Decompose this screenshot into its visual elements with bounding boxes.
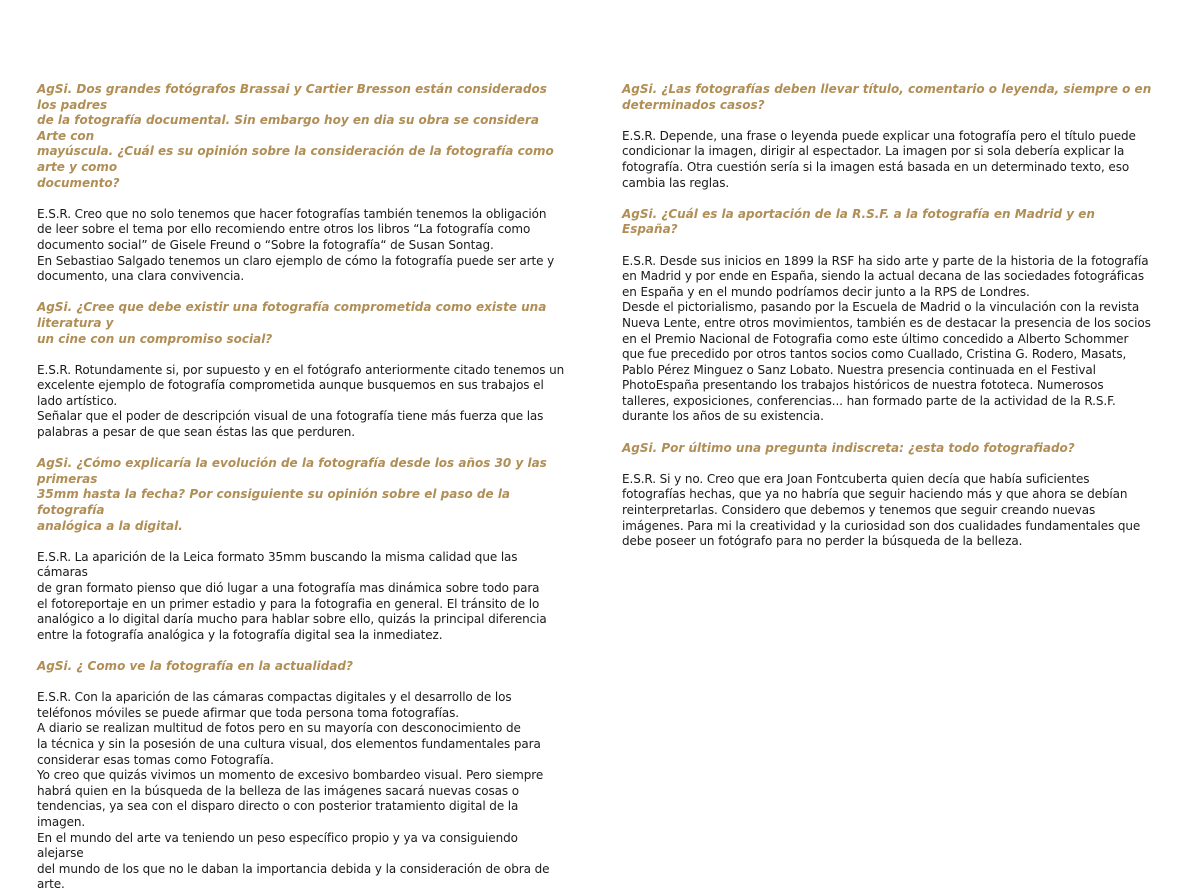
question-text: AgSi. ¿Cree que debe existir una fotografía comprometida como existe una literatura y un cine con un compromiso social? <box>37 300 547 346</box>
qa-block <box>622 82 1152 191</box>
question-text: AgSi. Por último una pregunta indiscreta: ¿esta todo fotografiado? <box>622 440 1075 455</box>
question-text: AgSi. ¿Las fotografías deben llevar título, comentario o leyenda, siempre o en determinados casos? <box>622 82 1152 112</box>
qa-block <box>622 441 1152 550</box>
qa-block <box>37 82 565 285</box>
qa-block <box>622 207 1152 425</box>
answer-text: E.S.R. Rotundamente si, por supuesto y en el fotógrafo anteriormente citado tenemos un excelente ejemplo de fotografía comprometida aunque busquemos en sus trabajos el lado artístico. Señalar que el poder de descripción visual de una fotografía tiene más fuerza que las palabras a pesar de que sean éstas las que perduren. <box>37 362 565 440</box>
right-column <box>622 82 1152 550</box>
question-text: AgSi. ¿Cómo explicaría la evolución de la fotografía desde los años 30 y las primeras 35mm hasta la fecha? Por consiguiente su opinión sobre el paso de la fotografía analógica a la digital. <box>37 456 547 533</box>
answer-text: E.S.R. Desde sus inicios en 1899 la RSF ha sido arte y parte de la historia de la fotografía en Madrid y por ende en España, siendo la actual decana de las sociedades fotográficas en España y en el mundo podríamos decir junto a la RPS de Londres. Desde el pictorialismo, pasando por la Escuela de Madrid o la vinculación con la revista Nueva Lente, entre otros movimientos, también es de destacar la presencia de los socios en el Premio Nacional de Fotografia como este último concedido a Alberto Schommer que fue precedido por otros tantos socios como Cuallado, Cristina G. Rodero, Masats, Pablo Pérez Minguez o Sanz Lobato. Nuestra presencia continuada en el Festival PhotoEspaña presentando los trabajos históricos de nuestra fototeca. Numerosos talleres, exposiciones, conferencias... han formado parte de la actividad de la R.S.F. durante los años de su existencia. <box>622 253 1151 424</box>
qa-block <box>37 659 565 893</box>
question-text: AgSi. Dos grandes fotógrafos Brassai y Cartier Bresson están considerados los padres de la fotografía documental. Sin embargo hoy en dia su obra se considera Arte con mayúscula. ¿Cuál es su opinión sobre la consideración de la fotografía como arte y como documento? <box>37 82 554 190</box>
answer-text: E.S.R. Con la aparición de las cámaras compactas digitales y el desarrollo de los teléfonos móviles se puede afirmar que toda persona toma fotografías. A diario se realizan multitud de fotos pero en su mayoría con desconocimiento de la técnica y sin la posesión de una cultura visual, dos elementos fundamentales para considerar esas tomas como Fotografía. Yo creo que quizás vivimos un momento de excesivo bombardeo visual. Pero siempre habrá quien en la búsqueda de la belleza de las imágenes sacará nuevas cosas o tendencias, ya sea con el disparo directo o con posterior tratamiento digital de la imagen. En el mundo del arte va teniendo un peso específico propio y ya va consiguiendo alejarse del mundo de los que no le daban la importancia debida y la consideración de obra de arte. <box>37 690 550 892</box>
answer-text: E.S.R. Si y no. Creo que era Joan Fontcuberta quien decía que había suficientes fotografías hechas, que ya no habría que seguir haciendo más y que ahora se debían reinterpretarlas. Considero que debemos y tenemos que seguir creando nuevas imágenes. Para mi la creatividad y la curiosidad son dos cualidades fundamentales que debe poseer un fotógrafo para no perder la búsqueda de la belleza. <box>622 471 1141 549</box>
question-text: AgSi. ¿ Como ve la fotografía en la actualidad? <box>37 658 353 673</box>
qa-block <box>37 300 565 440</box>
answer-text: E.S.R. La aparición de la Leica formato 35mm buscando la misma calidad que las cámaras de gran formato pienso que dió lugar a una fotografía mas dinámica sobre todo para el fotoreportaje en un primer estadio y para la fotografia en general. El tránsito de lo analógico a lo digital daría mucho para hablar sobre ello, quizás la principal diferencia entre la fotografía analógica y la fotografía digital sea la inmediatez. <box>37 549 547 642</box>
answer-text: E.S.R. Depende, una frase o leyenda puede explicar una fotografía pero el título puede condicionar la imagen, dirigir al espectador. La imagen por si sola debería explicar la fotografía. Otra cuestión sería si la imagen está basada en un determinado texto, eso cambia las reglas. <box>622 128 1136 190</box>
qa-block <box>37 456 565 643</box>
answer-text: E.S.R. Creo que no solo tenemos que hacer fotografías también tenemos la obligación de leer sobre el tema por ello recomiendo entre otros los libros “La fotografía como documento social” de Gisele Freund o “Sobre la fotografía“ de Susan Sontag. En Sebastiao Salgado tenemos un claro ejemplo de cómo la fotografía puede ser arte y documento, una clara convivencia. <box>37 206 555 284</box>
question-text: AgSi. ¿Cuál es la aportación de la R.S.F. a la fotografía en Madrid y en España? <box>622 206 1095 237</box>
left-column <box>37 82 565 893</box>
